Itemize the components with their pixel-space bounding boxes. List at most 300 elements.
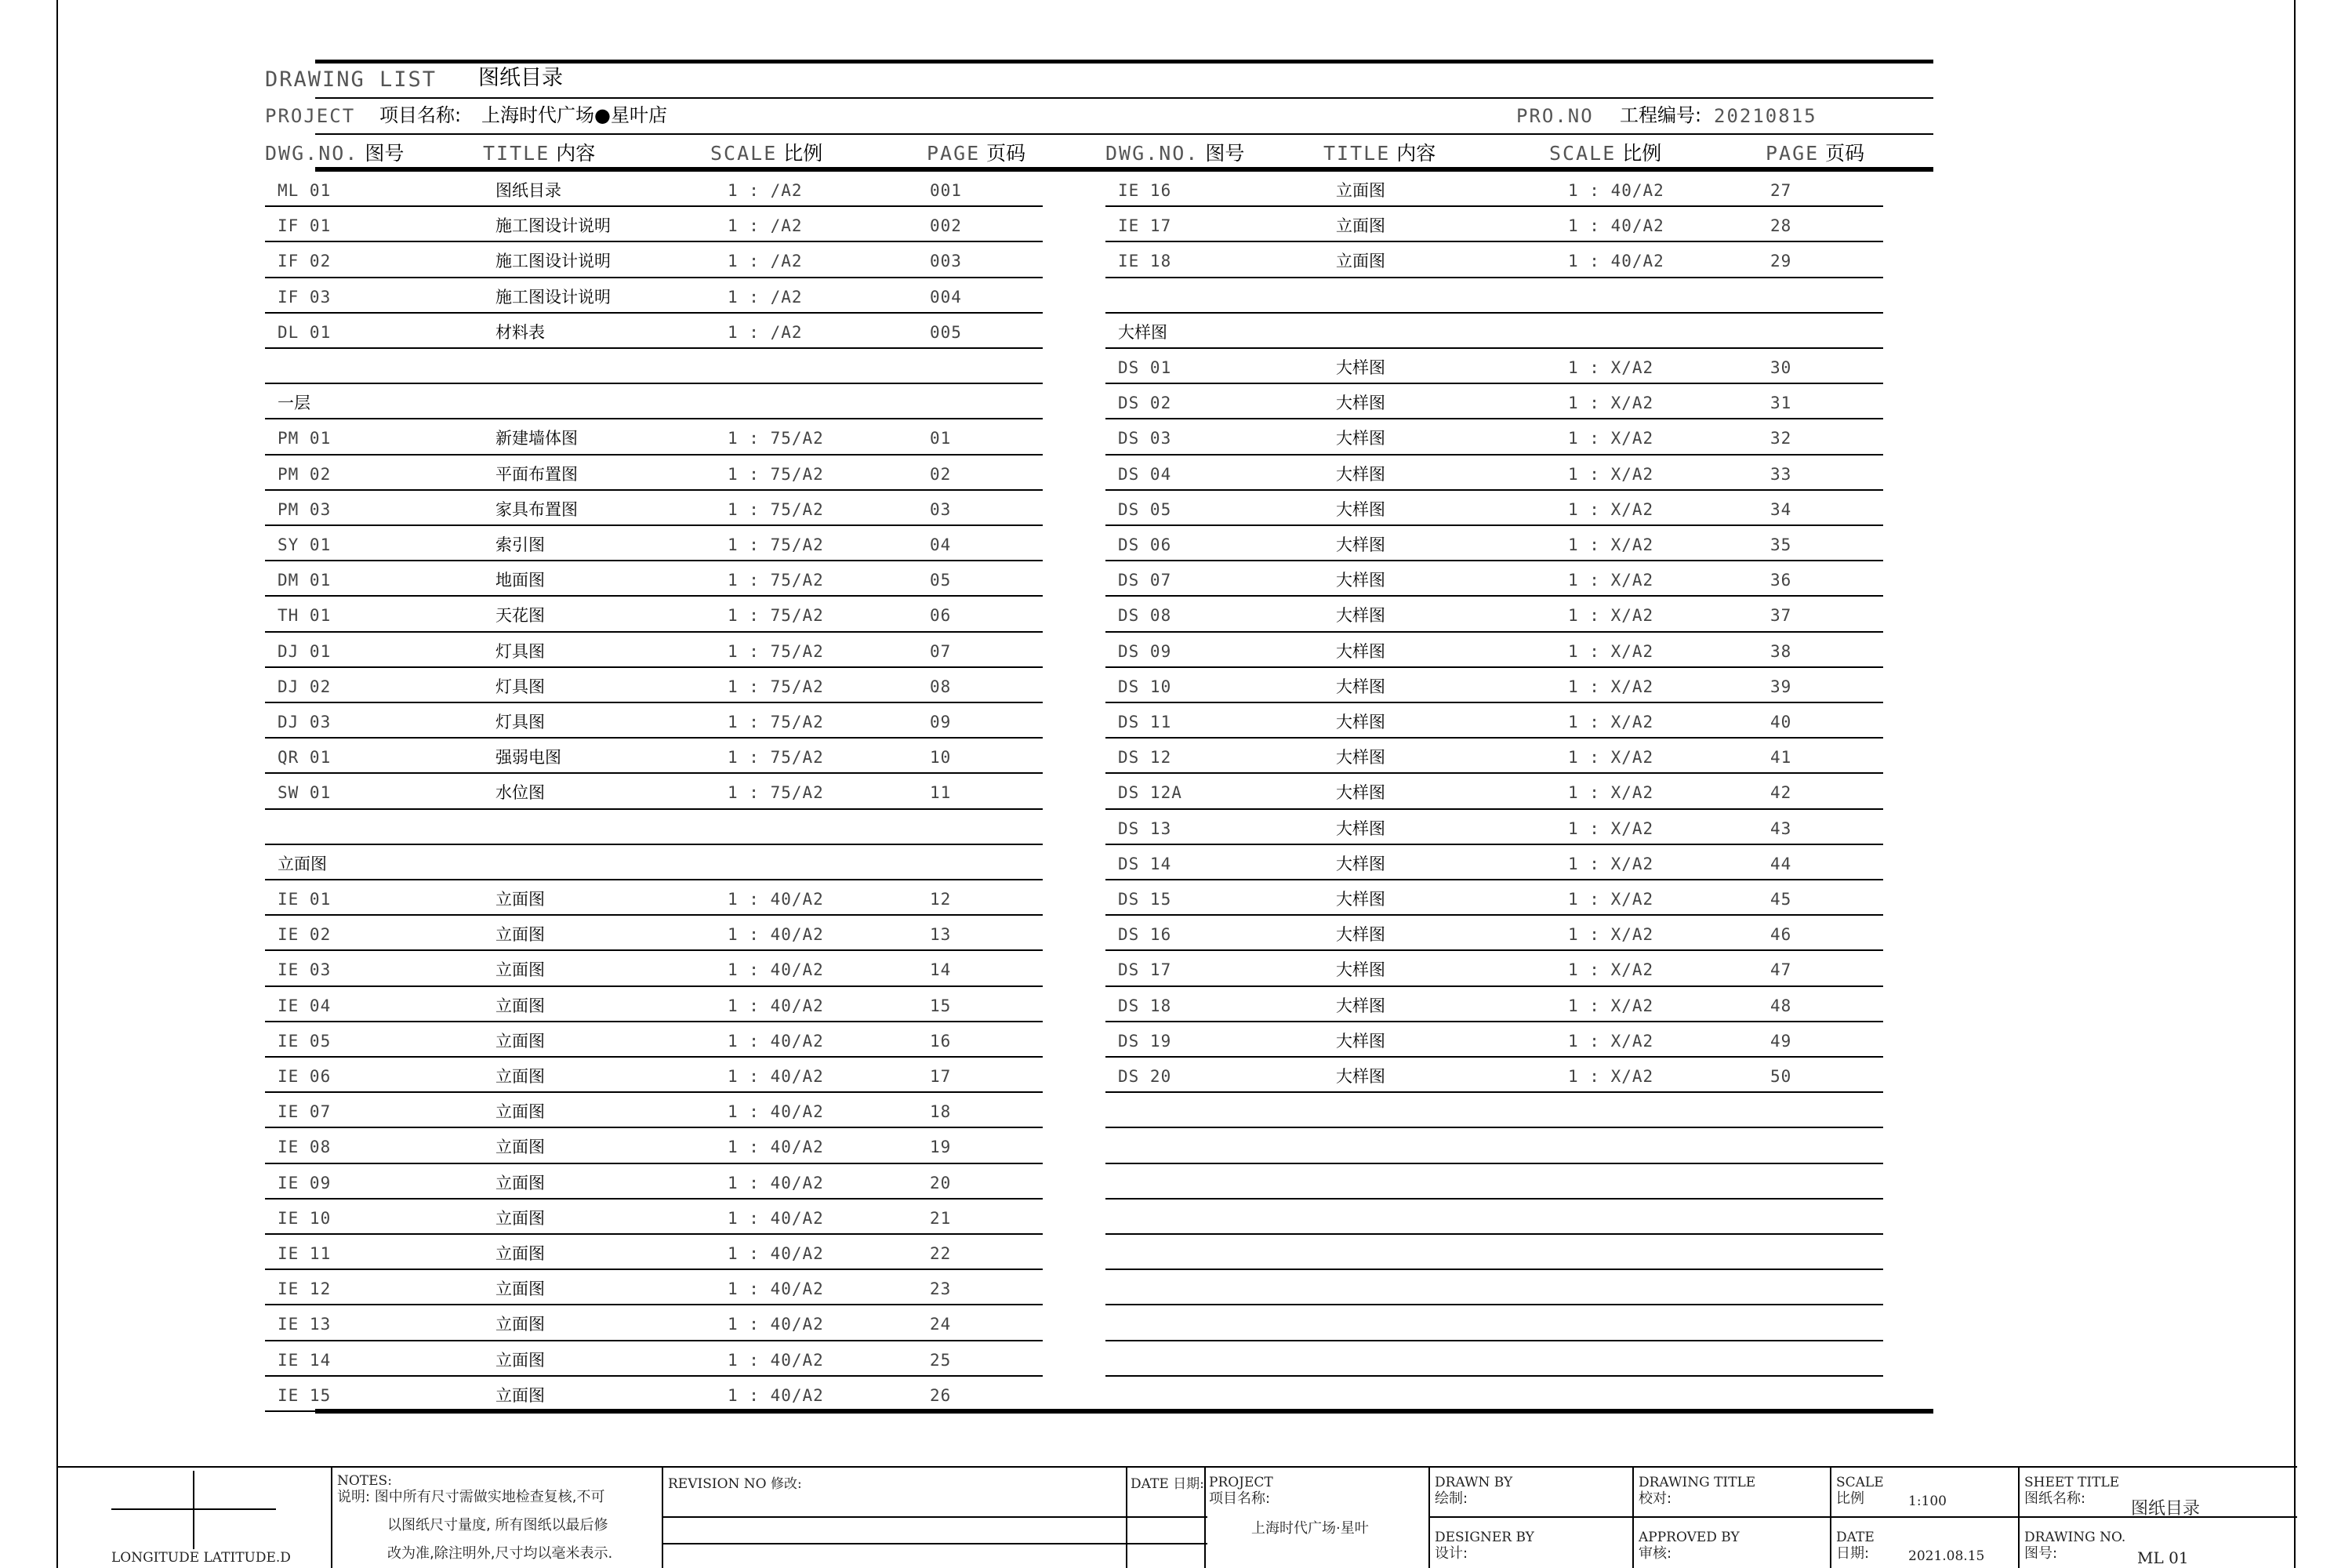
drawing-page: 26 [930, 1385, 952, 1405]
table-row [1105, 207, 1883, 242]
drawing-scale: 1 : 75/A2 [728, 464, 824, 484]
drawing-title: 大样图 [1336, 535, 1385, 554]
drawing-page: 11 [930, 783, 952, 803]
sheet-title-en: SHEET TITLE [2024, 1475, 2120, 1490]
drawing-number: DS 11 [1118, 713, 1172, 731]
drawing-page: 31 [1770, 394, 1792, 413]
table-row [265, 419, 1043, 455]
col-page-right: PAGE 页码 [1766, 142, 1865, 165]
drawing-number: IE 17 [1118, 216, 1172, 236]
drawing-number: DS 05 [1118, 499, 1172, 519]
drawing-number: DS 18 [1118, 996, 1172, 1015]
drawing-scale: 1 : X/A2 [1568, 925, 1654, 945]
col-title-right: TITLE 内容 [1323, 142, 1436, 165]
drawing-number: DS 03 [1118, 429, 1172, 448]
drawing-scale: 1 : X/A2 [1568, 713, 1654, 731]
drawing-number: DM 01 [278, 571, 332, 590]
drawing-sheet [56, 0, 2296, 1568]
scale-cn: 比例 [1836, 1490, 1864, 1507]
drawing-page: 001 [930, 181, 962, 200]
table-row [1105, 633, 1883, 668]
drawing-number: IE 02 [278, 925, 332, 945]
drawing-page: 23 [930, 1279, 952, 1299]
drawing-title: 施工图设计说明 [495, 252, 611, 271]
table-row [265, 1093, 1043, 1128]
table-row [265, 739, 1043, 774]
drawing-scale: 1 : X/A2 [1568, 641, 1654, 661]
drawing-number: PM 03 [278, 499, 332, 519]
drawing-scale: 1 : 40/A2 [1568, 181, 1664, 200]
drawing-page: 27 [1770, 181, 1792, 200]
tb-project-value: 上海时代广场·星叶 [1251, 1520, 1369, 1537]
drawing-title: 大样图 [1336, 960, 1385, 980]
notes-line-1: 说明: 图中所有尺寸需做实地检查复核,不可 [337, 1489, 605, 1505]
drawing-scale: 1 : /A2 [728, 322, 803, 342]
table-row [265, 1200, 1043, 1235]
drawn-by-en: DRAWN BY [1435, 1475, 1513, 1490]
table-row [265, 456, 1043, 491]
drawing-title: 大样图 [1336, 996, 1385, 1015]
drawing-number: DL 01 [278, 322, 332, 342]
table-row [265, 1305, 1043, 1341]
drawing-page: 48 [1770, 996, 1792, 1015]
drawing-title: 大样图 [1336, 818, 1385, 838]
drawing-title: 大样图 [1336, 429, 1385, 448]
drawing-scale: 1 : X/A2 [1568, 358, 1654, 377]
drawing-number: SY 01 [278, 535, 332, 554]
drawing-title: 地面图 [495, 571, 545, 590]
drawing-scale: 1 : X/A2 [1568, 960, 1654, 980]
drawing-scale: 1 : 75/A2 [728, 748, 824, 768]
drawing-page: 03 [930, 499, 952, 519]
table-row [265, 561, 1043, 597]
table-row [1105, 668, 1883, 703]
drawing-page: 16 [930, 1031, 952, 1051]
drawing-page: 10 [930, 748, 952, 768]
table-row [265, 633, 1043, 668]
drawing-title-en: DRAWING TITLE [1639, 1475, 1756, 1490]
longitude-label: LONGITUDE LATITUDE.D [111, 1550, 291, 1566]
drawing-page: 28 [1770, 216, 1792, 236]
drawing-number: DS 17 [1118, 960, 1172, 980]
drawing-scale: 1 : 40/A2 [728, 1138, 824, 1157]
section-row [265, 845, 1043, 880]
section-row [265, 384, 1043, 419]
drawing-page: 05 [930, 571, 952, 590]
table-bottom-rule [315, 1409, 1933, 1414]
drawing-page: 13 [930, 925, 952, 945]
drawing-scale: 1 : 40/A2 [728, 1279, 824, 1299]
section-row [265, 349, 1043, 384]
drawing-page: 04 [930, 535, 952, 554]
col-scale-right: SCALE 比例 [1549, 142, 1662, 165]
drawing-scale: 1 : 75/A2 [728, 713, 824, 731]
section-row [1105, 1235, 1883, 1270]
drawing-scale: 1 : X/A2 [1568, 783, 1654, 803]
drawing-scale: 1 : X/A2 [1568, 890, 1654, 909]
drawing-page: 40 [1770, 713, 1792, 731]
drawing-title: 大样图 [1336, 641, 1385, 661]
drawing-number: DJ 03 [278, 713, 332, 731]
table-row [265, 987, 1043, 1022]
drawing-number: IE 06 [278, 1067, 332, 1086]
section-row [1105, 278, 1883, 314]
drawing-scale: 1 : 40/A2 [728, 1385, 824, 1405]
section-row [1105, 1305, 1883, 1341]
notes-label: NOTES: [337, 1473, 392, 1489]
table-row [265, 526, 1043, 561]
section-label: 一层 [278, 394, 310, 413]
drawing-scale: 1 : 40/A2 [1568, 252, 1664, 271]
approved-en: APPROVED BY [1639, 1530, 1740, 1545]
drawing-title: 大样图 [1336, 713, 1385, 731]
pro-no-label-en: PRO.NO [1516, 105, 1594, 127]
drawing-title: 水位图 [495, 783, 545, 803]
drawing-scale: 1 : 40/A2 [728, 1031, 824, 1051]
drawing-scale: 1 : X/A2 [1568, 464, 1654, 484]
drawing-page: 50 [1770, 1067, 1792, 1086]
section-row [1105, 314, 1883, 349]
drawing-list-en: DRAWING LIST [265, 67, 437, 92]
drawing-page: 24 [930, 1315, 952, 1334]
table-row [265, 1270, 1043, 1305]
drawing-page: 07 [930, 641, 952, 661]
drawing-page: 49 [1770, 1031, 1792, 1051]
drawing-title: 立面图 [1336, 252, 1385, 271]
drawing-title: 灯具图 [495, 677, 545, 696]
table-row [1105, 880, 1883, 916]
table-row [265, 1058, 1043, 1093]
table-row [1105, 491, 1883, 526]
drawing-no-cn: 图号: [2024, 1545, 2058, 1562]
drawing-title: 大样图 [1336, 606, 1385, 626]
drawing-number: IF 02 [278, 252, 332, 271]
table-row [1105, 739, 1883, 774]
drawing-number: DS 06 [1118, 535, 1172, 554]
section-row [1105, 1093, 1883, 1128]
drawing-number: DS 12A [1118, 783, 1182, 803]
drawing-scale: 1 : X/A2 [1568, 748, 1654, 768]
drawing-title: 天花图 [495, 606, 545, 626]
drawing-number: DS 19 [1118, 1031, 1172, 1051]
drawing-page: 08 [930, 677, 952, 696]
drawing-title: 立面图 [495, 925, 545, 945]
drawing-title: 新建墙体图 [495, 429, 578, 448]
drawing-number: TH 01 [278, 606, 332, 626]
drawing-title: 立面图 [495, 1067, 545, 1086]
drawing-scale: 1 : /A2 [728, 252, 803, 271]
drawing-page: 43 [1770, 818, 1792, 838]
drawing-number: IE 18 [1118, 252, 1172, 271]
table-row [1105, 1022, 1883, 1058]
drawing-scale: 1 : 75/A2 [728, 677, 824, 696]
drawing-page: 02 [930, 464, 952, 484]
table-row [265, 916, 1043, 951]
project-label-en: PROJECT [265, 105, 356, 127]
table-row [1105, 384, 1883, 419]
drawing-title: 立面图 [495, 1315, 545, 1334]
drawing-title: 立面图 [1336, 216, 1385, 236]
table-row [1105, 597, 1883, 632]
drawing-scale: 1 : X/A2 [1568, 606, 1654, 626]
drawing-title: 施工图设计说明 [495, 287, 611, 307]
date-en: DATE [1836, 1530, 1875, 1545]
drawing-page: 37 [1770, 606, 1792, 626]
table-row [265, 1128, 1043, 1163]
drawing-title: 立面图 [495, 1208, 545, 1228]
drawing-page: 42 [1770, 783, 1792, 803]
drawing-number: DS 14 [1118, 854, 1172, 873]
table-row [265, 597, 1043, 632]
drawing-page: 47 [1770, 960, 1792, 980]
table-row [265, 1341, 1043, 1377]
drawing-scale: 1 : 40/A2 [728, 890, 824, 909]
drawing-scale: 1 : 75/A2 [728, 783, 824, 803]
drawing-number: IE 16 [1118, 181, 1172, 200]
col-dwg-right: DWG.NO. 图号 [1105, 142, 1245, 165]
col-page-left: PAGE 页码 [927, 142, 1026, 165]
section-label: 大样图 [1118, 322, 1167, 342]
drawing-title: 立面图 [495, 1138, 545, 1157]
drawing-number: IE 12 [278, 1279, 332, 1299]
drawing-scale: 1 : X/A2 [1568, 677, 1654, 696]
drawing-number: IE 05 [278, 1031, 332, 1051]
drawing-number: DS 04 [1118, 464, 1172, 484]
drawing-title: 立面图 [495, 1031, 545, 1051]
table-row [265, 703, 1043, 739]
drawing-title: 立面图 [495, 890, 545, 909]
drawn-by-cn: 绘制: [1435, 1490, 1468, 1507]
drawing-title: 立面图 [495, 1385, 545, 1405]
drawing-page: 46 [1770, 925, 1792, 945]
sheet-title-cn: 图纸名称: [2024, 1490, 2086, 1507]
drawing-scale: 1 : 40/A2 [728, 1173, 824, 1192]
date-cn: 日期: [1836, 1545, 1870, 1562]
drawing-page: 12 [930, 890, 952, 909]
drawing-scale: 1 : 75/A2 [728, 535, 824, 554]
project-name: 上海时代广场●星叶店 [481, 104, 667, 126]
drawing-number: IE 07 [278, 1102, 332, 1122]
drawing-scale: 1 : 75/A2 [728, 606, 824, 626]
drawing-title: 家具布置图 [495, 499, 578, 519]
table-row [265, 491, 1043, 526]
drawing-no-value: ML 01 [2137, 1548, 2189, 1567]
drawing-title: 大样图 [1336, 783, 1385, 803]
drawing-title: 立面图 [1336, 181, 1385, 200]
date-label: DATE 日期: [1131, 1476, 1204, 1492]
table-row [265, 1235, 1043, 1270]
drawing-number: IE 10 [278, 1208, 332, 1228]
drawing-scale: 1 : X/A2 [1568, 818, 1654, 838]
revision-label: REVISION NO 修改: [668, 1476, 802, 1492]
table-row [1105, 810, 1883, 845]
drawing-number: IE 11 [278, 1244, 332, 1263]
tb-project-cn: 项目名称: [1209, 1490, 1271, 1507]
drawing-title: 图纸目录 [495, 181, 561, 200]
drawing-page: 22 [930, 1244, 952, 1263]
section-row [1105, 1270, 1883, 1305]
drawing-number: IF 03 [278, 287, 332, 307]
drawing-scale: 1 : 75/A2 [728, 641, 824, 661]
drawing-scale: 1 : X/A2 [1568, 535, 1654, 554]
table-row [1105, 242, 1883, 278]
drawing-scale: 1 : 40/A2 [728, 1102, 824, 1122]
col-dwg-left: DWG.NO. 图号 [265, 142, 405, 165]
drawing-scale: 1 : /A2 [728, 181, 803, 200]
drawing-page: 36 [1770, 571, 1792, 590]
drawing-scale: 1 : 40/A2 [728, 1315, 824, 1334]
col-scale-left: SCALE 比例 [710, 142, 823, 165]
scale-value: 1:100 [1908, 1494, 1947, 1509]
table-row [265, 1022, 1043, 1058]
project-label-cn: 项目名称: [379, 104, 462, 126]
drawing-title: 大样图 [1336, 925, 1385, 945]
pro-no-value: 20210815 [1714, 105, 1817, 127]
drawing-scale: 1 : 40/A2 [728, 960, 824, 980]
drawing-scale: 1 : 40/A2 [728, 925, 824, 945]
drawing-number: DS 09 [1118, 641, 1172, 661]
table-row [1105, 526, 1883, 561]
drawing-title: 立面图 [495, 1350, 545, 1370]
drawing-number: DS 08 [1118, 606, 1172, 626]
section-label: 立面图 [278, 854, 327, 873]
drawing-page: 19 [930, 1138, 952, 1157]
drawing-scale: 1 : X/A2 [1568, 854, 1654, 873]
drawing-number: DS 15 [1118, 890, 1172, 909]
table-row [265, 207, 1043, 242]
drawing-title: 大样图 [1336, 571, 1385, 590]
table-row [1105, 951, 1883, 986]
drawing-page: 09 [930, 713, 952, 731]
drawing-title: 灯具图 [495, 713, 545, 731]
drawing-number: DS 13 [1118, 818, 1172, 838]
drawing-number: DJ 01 [278, 641, 332, 661]
drawing-number: DS 10 [1118, 677, 1172, 696]
drawing-page: 38 [1770, 641, 1792, 661]
drawing-title: 立面图 [495, 1173, 545, 1192]
table-row [1105, 419, 1883, 455]
header-top-rule [315, 60, 1933, 64]
drawing-title: 强弱电图 [495, 748, 561, 768]
section-row [265, 810, 1043, 845]
drawing-title: 大样图 [1336, 1067, 1385, 1086]
drawing-page: 002 [930, 216, 962, 236]
drawing-number: IE 14 [278, 1350, 332, 1370]
col-title-left: TITLE 内容 [483, 142, 596, 165]
drawing-scale: 1 : 40/A2 [728, 1244, 824, 1263]
drawing-page: 39 [1770, 677, 1792, 696]
table-row [265, 242, 1043, 278]
section-row [1105, 1164, 1883, 1200]
drawing-number: DS 07 [1118, 571, 1172, 590]
scale-en: SCALE [1836, 1475, 1884, 1490]
drawing-page: 14 [930, 960, 952, 980]
drawing-number: IE 01 [278, 890, 332, 909]
drawing-number: IE 04 [278, 996, 332, 1015]
table-row [265, 880, 1043, 916]
drawing-page: 35 [1770, 535, 1792, 554]
drawing-number: SW 01 [278, 783, 332, 803]
drawing-page: 06 [930, 606, 952, 626]
drawing-scale: 1 : X/A2 [1568, 996, 1654, 1015]
drawing-title: 索引图 [495, 535, 545, 554]
drawing-scale: 1 : 75/A2 [728, 429, 824, 448]
notes-line-3: 改为准,除注明外,尺寸均以毫米表示. [387, 1545, 613, 1562]
drawing-number: PM 02 [278, 464, 332, 484]
drawing-scale: 1 : 75/A2 [728, 499, 824, 519]
drawing-title: 施工图设计说明 [495, 216, 611, 236]
drawing-page: 32 [1770, 429, 1792, 448]
header-rule-2 [315, 133, 1933, 135]
drawing-page: 17 [930, 1067, 952, 1086]
drawing-page: 44 [1770, 854, 1792, 873]
table-row [265, 314, 1043, 349]
section-row [1105, 1341, 1883, 1377]
table-row [265, 278, 1043, 314]
drawing-title: 立面图 [495, 1102, 545, 1122]
drawing-title: 大样图 [1336, 748, 1385, 768]
drawing-page: 30 [1770, 358, 1792, 377]
drawing-number: DJ 02 [278, 677, 332, 696]
drawing-title: 立面图 [495, 960, 545, 980]
drawing-number: IE 13 [278, 1315, 332, 1334]
drawing-title: 大样图 [1336, 854, 1385, 873]
approved-cn: 审核: [1639, 1545, 1672, 1562]
drawing-title: 大样图 [1336, 358, 1385, 377]
drawing-title: 大样图 [1336, 890, 1385, 909]
drawing-page: 20 [930, 1173, 952, 1192]
drawing-scale: 1 : 75/A2 [728, 571, 824, 590]
drawing-number: DS 16 [1118, 925, 1172, 945]
drawing-number: IE 03 [278, 960, 332, 980]
drawing-page: 004 [930, 287, 962, 307]
drawing-title: 大样图 [1336, 464, 1385, 484]
section-row [1105, 1128, 1883, 1163]
drawing-title: 平面布置图 [495, 464, 578, 484]
drawing-scale: 1 : 40/A2 [728, 1208, 824, 1228]
drawing-number: PM 01 [278, 429, 332, 448]
designer-en: DESIGNER BY [1435, 1530, 1534, 1545]
table-row [1105, 561, 1883, 597]
table-row [1105, 1058, 1883, 1093]
drawing-scale: 1 : 40/A2 [728, 1067, 824, 1086]
drawing-title: 大样图 [1336, 499, 1385, 519]
drawing-list-cn: 图纸目录 [478, 66, 563, 90]
table-row [1105, 916, 1883, 951]
drawing-scale: 1 : X/A2 [1568, 429, 1654, 448]
drawing-scale: 1 : X/A2 [1568, 1031, 1654, 1051]
drawing-page: 33 [1770, 464, 1792, 484]
table-row [265, 774, 1043, 809]
drawing-title: 大样图 [1336, 394, 1385, 413]
title-block [58, 1466, 2297, 1568]
drawing-title: 立面图 [495, 1279, 545, 1299]
drawing-title-cn: 校对: [1639, 1490, 1672, 1507]
sheet-title-value: 图纸目录 [2131, 1499, 2201, 1519]
drawing-number: IE 09 [278, 1173, 332, 1192]
drawing-page: 45 [1770, 890, 1792, 909]
table-row [1105, 845, 1883, 880]
drawing-page: 29 [1770, 252, 1792, 271]
table-row [265, 668, 1043, 703]
drawing-scale: 1 : 40/A2 [728, 996, 824, 1015]
drawing-scale: 1 : 40/A2 [1568, 216, 1664, 236]
header-rule-1 [315, 97, 1933, 99]
table-row [1105, 172, 1883, 207]
drawing-number: DS 02 [1118, 394, 1172, 413]
table-row [1105, 456, 1883, 491]
drawing-page: 18 [930, 1102, 952, 1122]
